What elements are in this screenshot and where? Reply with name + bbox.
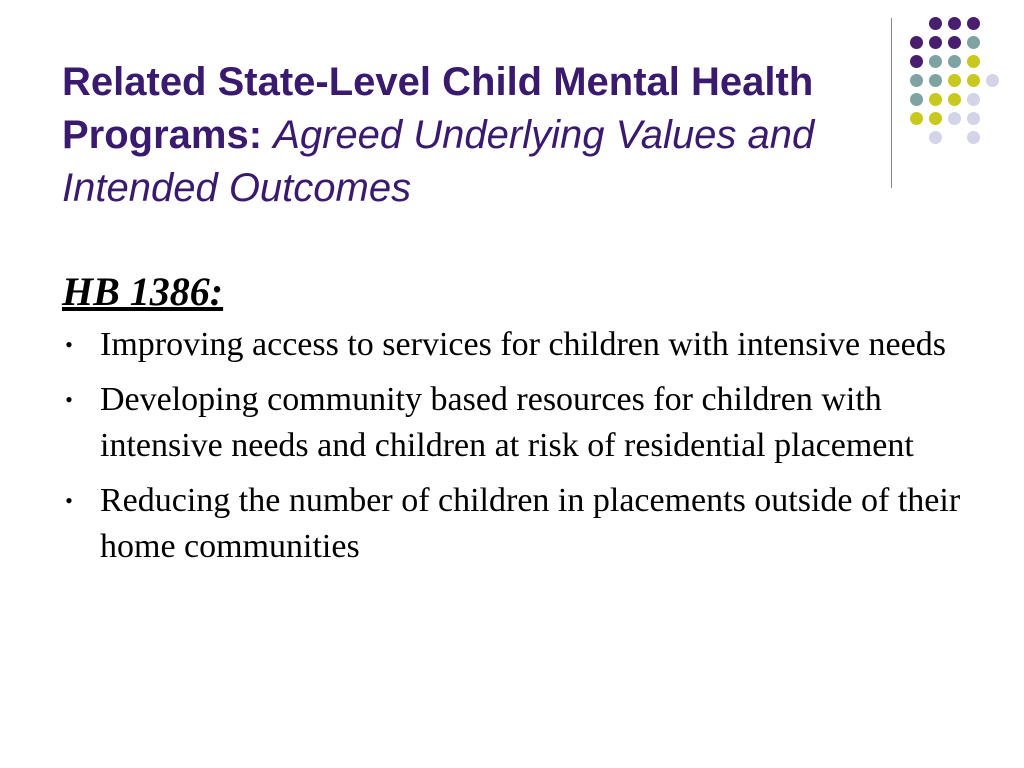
decorative-dot <box>910 36 923 49</box>
section-heading: HB 1386: <box>62 269 224 314</box>
decorative-dot <box>967 55 980 68</box>
decorative-dot <box>929 17 942 30</box>
decorative-dot <box>967 74 980 87</box>
bullet-text: Improving access to services for children with intensive needs <box>100 326 946 363</box>
decorative-dot <box>948 36 961 49</box>
decorative-dot <box>910 112 923 125</box>
decorative-dot <box>910 74 923 87</box>
decorative-dot <box>929 74 942 87</box>
bullet-icon: • <box>65 488 73 513</box>
bullet-item <box>62 322 962 368</box>
bullet-icon: • <box>65 332 73 357</box>
title-divider-line <box>891 18 892 188</box>
decorative-dot <box>910 93 923 106</box>
slide-title <box>62 56 872 215</box>
decorative-dot <box>986 74 999 87</box>
decorative-dot <box>948 17 961 30</box>
bullet-item <box>62 377 962 469</box>
decorative-dot <box>967 112 980 125</box>
decorative-dot-grid <box>910 17 1010 167</box>
bullet-list <box>62 322 962 570</box>
decorative-dot <box>967 93 980 106</box>
decorative-dot <box>967 17 980 30</box>
title-italic-part: Agreed Underlying Values and Intended Outcomes <box>62 113 815 210</box>
decorative-dot <box>929 112 942 125</box>
decorative-dot <box>948 112 961 125</box>
decorative-dot <box>967 131 980 144</box>
decorative-dot <box>948 93 961 106</box>
decorative-dot <box>948 55 961 68</box>
decorative-dot <box>929 55 942 68</box>
decorative-dot <box>910 55 923 68</box>
title-bold-part: Related State-Level Child Mental Health Programs: <box>62 60 814 157</box>
bullet-item <box>62 478 962 570</box>
decorative-dot <box>929 93 942 106</box>
decorative-dot <box>929 36 942 49</box>
decorative-dot <box>929 131 942 144</box>
decorative-dot <box>967 36 980 49</box>
slide-body <box>62 268 962 579</box>
decorative-dot <box>948 74 961 87</box>
bullet-text: Developing community based resources for children with intensive needs and children at risk of residential placement <box>100 381 914 464</box>
bullet-text: Reducing the number of children in placements outside of their home communities <box>100 482 961 565</box>
bullet-icon: • <box>65 387 73 412</box>
